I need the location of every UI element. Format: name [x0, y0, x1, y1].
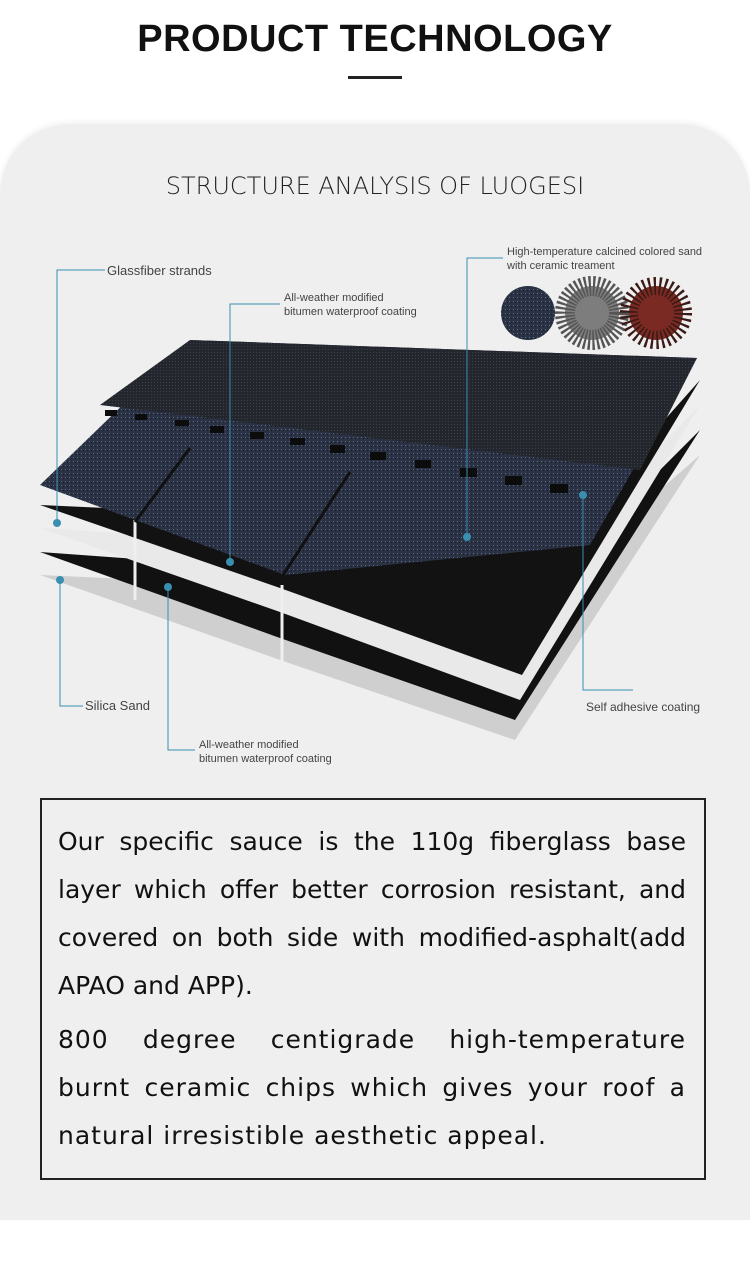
label-self-adhesive: Self adhesive coating	[586, 700, 701, 714]
label-glassfiber: Glassfiber strands	[107, 263, 212, 278]
gray-sand-swatch	[565, 286, 619, 340]
page-title: PRODUCT TECHNOLOGY	[137, 18, 613, 60]
label-line: All-weather modified	[284, 292, 384, 304]
label-line: with ceramic treament	[507, 260, 615, 272]
label-bitumen-bottom	[199, 738, 332, 766]
red-sand-swatch	[629, 286, 683, 340]
label-line: bitumen waterproof coating	[199, 753, 332, 765]
description-box	[40, 798, 706, 1180]
label-line: All-weather modified	[199, 739, 299, 751]
blue-sand-swatch	[501, 286, 555, 340]
diagram-title: STRUCTURE ANALYSIS OF LUOGESI	[165, 172, 585, 200]
label-line: High-temperature calcined colored sand	[507, 246, 703, 258]
label-line: bitumen waterproof coating	[284, 306, 417, 318]
label-colored-sand	[507, 245, 702, 273]
label-silica-sand: Silica Sand	[85, 698, 151, 713]
label-bitumen-top	[284, 291, 417, 319]
description-paragraph: Our specific sauce is the 110g fiberglass base layer which offer better corrosion resistant, and covered on both side with modified-asphalt(add APAO and APP).	[58, 827, 686, 1000]
description-paragraph: 800 degree centigrade high-temperature burnt ceramic chips which gives your roof a natural irresistible aesthetic appeal.	[58, 1025, 686, 1150]
